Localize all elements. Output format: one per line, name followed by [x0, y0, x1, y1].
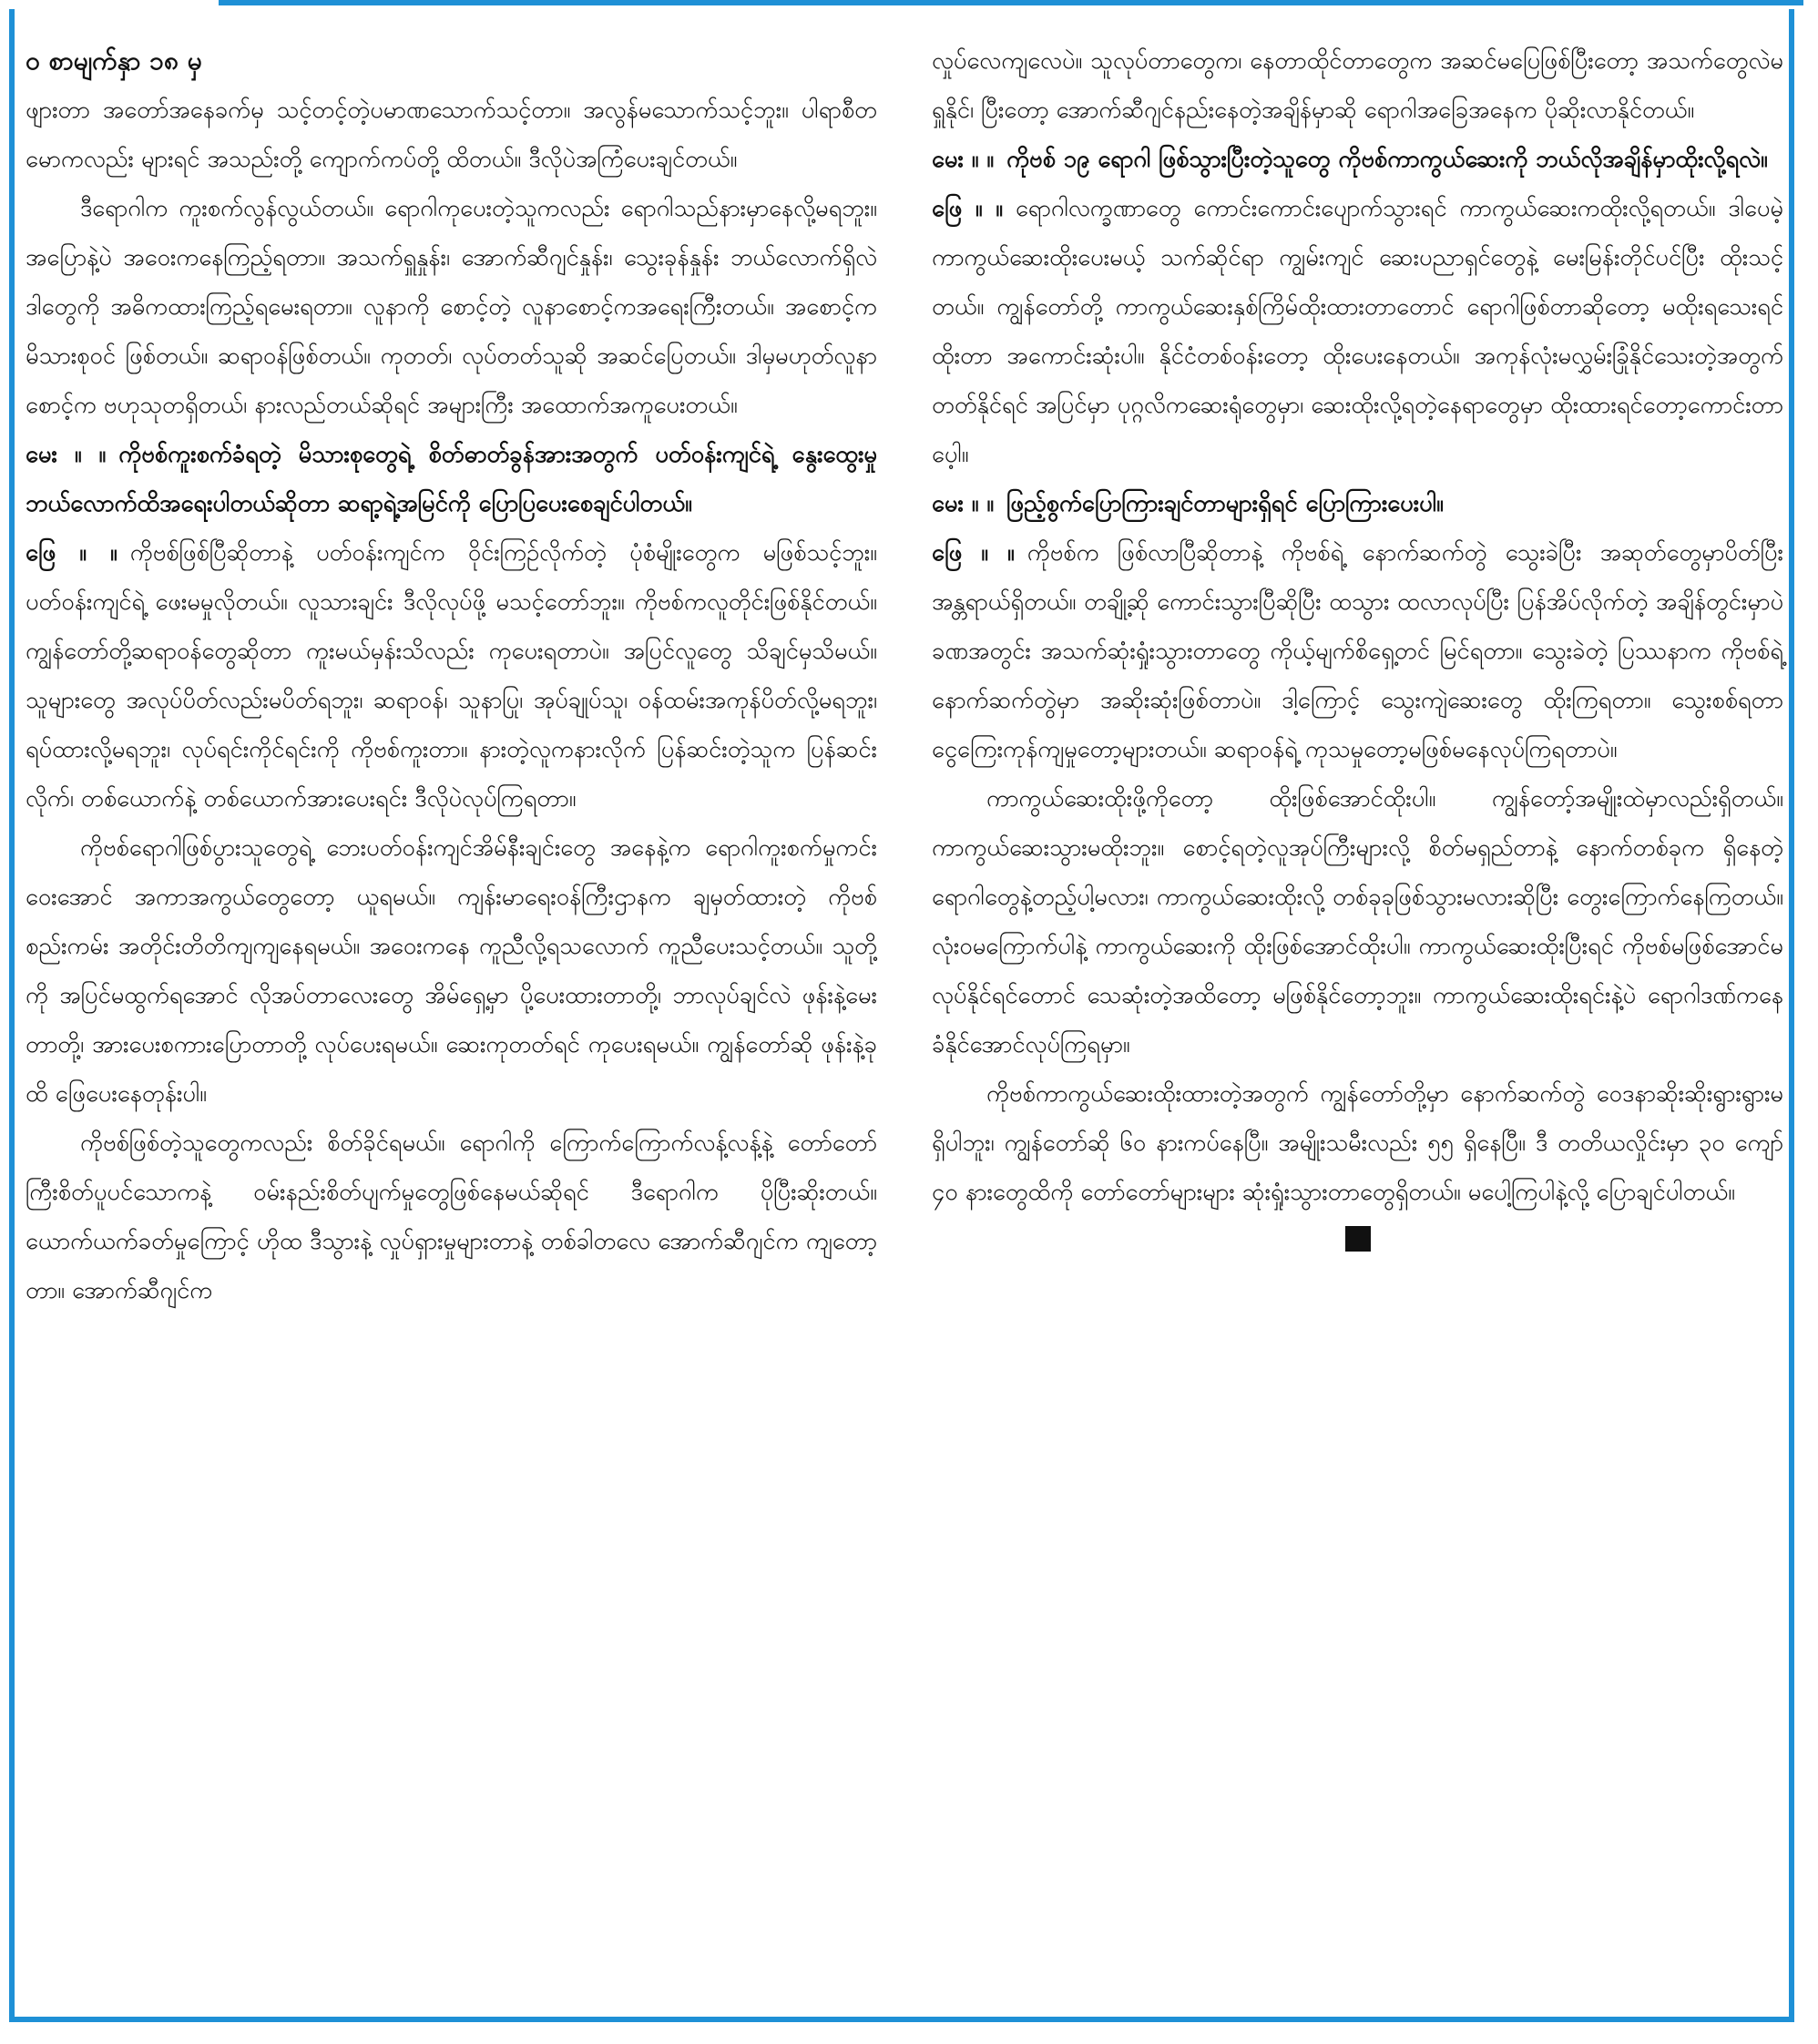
paragraph: ဒီရောဂါက ကူးစက်လွန်လွယ်တယ်။ ရောဂါကုပေးတဲ့သူကလည်း ရောဂါသည်နားမှာနေလို့မရဘူး။ အပြောနဲ့ပဲ အဝေးကနေကြည့်ရတာ။ အသက်ရှူနှုန်း၊ အောက်ဆီဂျင်နှုန်း၊ သွေးခုန်နှုန်း ဘယ်လောက်ရှိလဲ ဒါတွေကို အဓိကထားကြည့်ရမေးရတာ။ လူနာကို စောင့်တဲ့ လူနာစောင့်ကအရေးကြီးတယ်။ အစောင့်ကမိသားစုဝင် ဖြစ်တယ်။ ဆရာဝန်ဖြစ်တယ်။ ကုတတ်၊ လုပ်တတ်သူဆို အဆင်ပြေတယ်။ ဒါမှမဟုတ်လူနာစောင့်က ဗဟုသုတရှိတယ်၊ နားလည်တယ်ဆိုရင် အများကြီး အထောက်အကူပေးတယ်။: [26, 195, 877, 419]
question-tag: မေး ။ ။: [26, 441, 107, 468]
question-block: [932, 135, 1783, 184]
right-column: [932, 36, 1783, 1252]
answer-text: ကိုဗစ်ဖြစ်ပြီဆိုတာနဲ့ ပတ်ဝန်းကျင်က ဝိုင်းကြဉ်လိုက်တဲ့ ပုံစံမျိုးတွေက မဖြစ်သင့်ဘူး။ ပတ်ဝန်းကျင်ရဲ့ ဖေးမမှုလိုတယ်။ လူသားချင်း ဒီလိုလုပ်ဖို့ မသင့်တော်ဘူး။ ကိုဗစ်ကလူတိုင်းဖြစ်နိုင်တယ်။ ကျွန်တော်တို့ဆရာဝန်တွေဆိုတာ ကူးမယ်မှန်းသိလည်း ကုပေးရတာပဲ။ အပြင်လူတွေ သိချင်မှသိမယ်။ သူများတွေ အလုပ်ပိတ်လည်းမပိတ်ရဘူး၊ ဆရာဝန်၊ သူနာပြု၊ အုပ်ချုပ်သူ၊ ဝန်ထမ်းအကုန်ပိတ်လို့မရဘူး၊ ရပ်ထားလို့မရဘူး၊ လုပ်ရင်းကိုင်ရင်းကို ကိုဗစ်ကူးတာ။ နားတဲ့လူကနားလိုက် ပြန်ဆင်းတဲ့သူက ပြန်ဆင်းလိုက်၊ တစ်ယောက်နဲ့ တစ်ယောက်အားပေးရင်း ဒီလိုပဲလုပ်ကြရတာ။: [26, 539, 877, 812]
question-text: ဖြည့်စွက်ပြောကြားချင်တာများရှိရင် ပြောကြားပေးပါ။: [1006, 490, 1444, 517]
answer-tag: ဖြေ ။ ။: [932, 195, 1003, 222]
answer-block: [932, 184, 1783, 479]
paragraph: ကိုဗစ်ရောဂါဖြစ်ပွားသူတွေရဲ့ ဘေးပတ်ဝန်းကျင်အိမ်နီးချင်းတွေ အနေနဲ့က ရောဂါကူးစက်မှုကင်းဝေးအောင် အကာအကွယ်တွေတော့ ယူရမယ်။ ကျန်းမာရေးဝန်ကြီးဌာနက ချမှတ်ထားတဲ့ ကိုဗစ်စည်းကမ်း အတိုင်းတိတိကျကျနေရမယ်။ အဝေးကနေ ကူညီလို့ရသလောက် ကူညီပေးသင့်တယ်။ သူတို့ကို အပြင်မထွက်ရအောင် လိုအပ်တာလေးတွေ အိမ်ရှေ့မှာ ပို့ပေးထားတာတို့၊ ဘာလုပ်ချင်လဲ ဖုန်းနဲ့မေးတာတို့၊ အားပေးစကားပြောတာတို့ လုပ်ပေးရမယ်။ ဆေးကုတတ်ရင် ကုပေးရမယ်။ ကျွန်တော်ဆို ဖုန်းနဲ့ခုထိ ဖြေပေးနေတုန်းပါ။: [26, 834, 877, 1108]
end-of-article-square-icon: [1345, 1226, 1371, 1252]
paragraph: ဖျားတာ အတော်အနေခက်မှ သင့်တင့်တဲ့ပမာဏသောက်သင့်တာ။ အလွန်မသောက်သင့်ဘူး။ ပါရာစီတမောကလည်း များရင် အသည်းတို့ ကျောက်ကပ်တို့ ထိတယ်။ ဒီလိုပဲအကြံပေးချင်တယ်။: [26, 97, 877, 173]
question-block: [932, 479, 1783, 528]
answer-block: [26, 528, 877, 823]
answer-block: [932, 528, 1783, 774]
top-accent-bar: [219, 0, 1803, 5]
question-block: [26, 430, 877, 528]
question-tag: မေး ။ ။: [932, 490, 995, 517]
question-tag: မေး ။ ။: [932, 146, 995, 173]
continuation-heading: ၀ စာမျက်နှာ ၁၈ မှ: [26, 46, 202, 76]
paragraph: လှုပ်လေကျလေပဲ။ သူလုပ်တာတွေက၊ နေတာထိုင်တာတွေက အဆင်မပြေဖြစ်ပြီးတော့ အသက်တွေလဲမရှူနိုင်၊ ပြီးတော့ အောက်ဆီဂျင်နည်းနေတဲ့အချိန်မှာဆို ရောဂါအခြေအနေက ပိုဆိုးလာနိုင်တယ်။: [932, 47, 1783, 124]
question-text: ကိုဗစ် ၁၉ ရောဂါ ဖြစ်သွားပြီးတဲ့သူတွေ ကိုဗစ်ကာကွယ်ဆေးကို ဘယ်လိုအချိန်မှာထိုးလို့ရလဲ။: [1006, 146, 1768, 173]
answer-tag: ဖြေ ။ ။: [932, 539, 1015, 567]
left-column: [26, 36, 877, 1315]
answer-tag: ဖြေ ။ ။: [26, 539, 117, 567]
answer-text: ရောဂါလက္ခဏာတွေ ကောင်းကောင်းပျောက်သွားရင် ကာကွယ်ဆေးကထိုးလို့ရတယ်။ ဒါပေမဲ့ ကာကွယ်ဆေးထိုးပေးမယ့် သက်ဆိုင်ရာ ကျွမ်းကျင် ဆေးပညာရှင်တွေနဲ့ မေးမြန်းတိုင်ပင်ပြီး ထိုးသင့်တယ်။ ကျွန်တော်တို့ ကာကွယ်ဆေးနှစ်ကြိမ်ထိုးထားတာတောင် ရောဂါဖြစ်တာဆိုတော့ မထိုးရသေးရင် ထိုးတာ အကောင်းဆုံးပါ။ နိုင်ငံတစ်ဝန်းတော့ ထိုးပေးနေတယ်။ အကုန်လုံးမလွှမ်းခြုံနိုင်သေးတဲ့အတွက် တတ်နိုင်ရင် အပြင်မှာ ပုဂ္ဂလိကဆေးရုံတွေမှာ၊ ဆေးထိုးလို့ရတဲ့နေရာတွေမှာ ထိုးထားရင်တော့ကောင်းတာပေ့ါ။: [932, 195, 1784, 468]
question-text: ကိုဗစ်ကူးစက်ခံရတဲ့ မိသားစုတွေရဲ့ စိတ်ဓာတ်ခွန်အားအတွက် ပတ်ဝန်းကျင်ရဲ့ နွေးထွေးမှုဘယ်လောက်ထိအရေးပါတယ်ဆိုတာ ဆရာ့ရဲ့အမြင်ကို ပြောပြပေးစေချင်ပါတယ်။: [26, 441, 877, 517]
answer-text: ကိုဗစ်က ဖြစ်လာပြီဆိုတာနဲ့ ကိုဗစ်ရဲ့ နောက်ဆက်တွဲ သွေးခဲပြီး အဆုတ်တွေမှာပိတ်ပြီး အန္တရာယ်ရှိတယ်။ တချို့ဆို ကောင်းသွားပြီဆိုပြီး ထသွား ထလာလုပ်ပြီး ပြန်အိပ်လိုက်တဲ့ အချိန်တွင်းမှာပဲ ခဏအတွင်း အသက်ဆုံးရှုံးသွားတာတွေ ကိုယ့်မျက်စိရှေ့တင် မြင်ရတာ။ သွေးခဲတဲ့ ပြဿနာက ကိုဗစ်ရဲ့နောက်ဆက်တွဲမှာ အဆိုးဆုံးဖြစ်တာပဲ။ ဒါ့ကြောင့် သွေးကျဲဆေးတွေ ထိုးကြရတာ။ သွေးစစ်ရတာ ငွေကြေးကုန်ကျမှုတော့များတယ်။ ဆရာဝန်ရဲ့ ကုသမှုတော့မဖြစ်မနေလုပ်ကြရတာပဲ။: [932, 539, 1783, 763]
paragraph: ကိုဗစ်ဖြစ်တဲ့သူတွေကလည်း စိတ်ခိုင်ရမယ်။ ရောဂါကို ကြောက်ကြောက်လန့်လန့်နဲ့ တော်တော်ကြီးစိတ်ပူပင်သောကနဲ့ ဝမ်းနည်းစိတ်ပျက်မှုတွေဖြစ်နေမယ်ဆိုရင် ဒီရောဂါက ပိုပြီးဆိုးတယ်။ ယောက်ယက်ခတ်မှုကြောင့် ဟိုထ ဒီသွားနဲ့ လှုပ်ရှားမှုများတာနဲ့ တစ်ခါတလေ အောက်ဆီဂျင်က ကျတော့တာ။ အောက်ဆီဂျင်က: [26, 1129, 877, 1304]
paragraph: ကာကွယ်ဆေးထိုးဖို့ကိုတော့ ထိုးဖြစ်အောင်ထိုးပါ။ ကျွန်တော့်အမျိုးထဲမှာလည်းရှိတယ်။ ကာကွယ်ဆေးသွားမထိုးဘူး။ စောင့်ရတဲ့လူအုပ်ကြီးများလို့ စိတ်မရှည်တာနဲ့ နောက်တစ်ခုက ရှိနေတဲ့ ရောဂါတွေနဲ့တည့်ပါ့မလား၊ ကာကွယ်ဆေးထိုးလို့ တစ်ခုခုဖြစ်သွားမလားဆိုပြီး တွေးကြောက်နေကြတယ်။ လုံးဝမကြောက်ပါနဲ့ ကာကွယ်ဆေးကို ထိုးဖြစ်အောင်ထိုးပါ။ ကာကွယ်ဆေးထိုးပြီးရင် ကိုဗစ်မဖြစ်အောင်မလုပ်နိုင်ရင်တောင် သေဆုံးတဲ့အထိတော့ မဖြစ်နိုင်တော့ဘူး။ ကာကွယ်ဆေးထိုးရင်းနဲ့ပဲ ရောဂါဒဏ်ကနေ ခံနိုင်အောင်လုပ်ကြရမှာ။: [932, 785, 1783, 1058]
paragraph: ကိုဗစ်ကာကွယ်ဆေးထိုးထားတဲ့အတွက် ကျွန်တော်တို့မှာ နောက်ဆက်တွဲ ဝေဒနာဆိုးဆိုးရွားရွားမရှိပါဘူး၊ ကျွန်တော်ဆို ၆၀ နားကပ်နေပြီ။ အမျိုးသမီးလည်း ၅၅ ရှိနေပြီ။ ဒီ တတိယလှိုင်းမှာ ၃၀ ကျော် ၄၀ နားတွေထိကို တော်တော်များများ ဆုံးရှုံးသွားတာတွေရှိတယ်။ မပေါ့ကြပါနဲ့လို့ ပြောချင်ပါတယ်။: [932, 1080, 1783, 1206]
